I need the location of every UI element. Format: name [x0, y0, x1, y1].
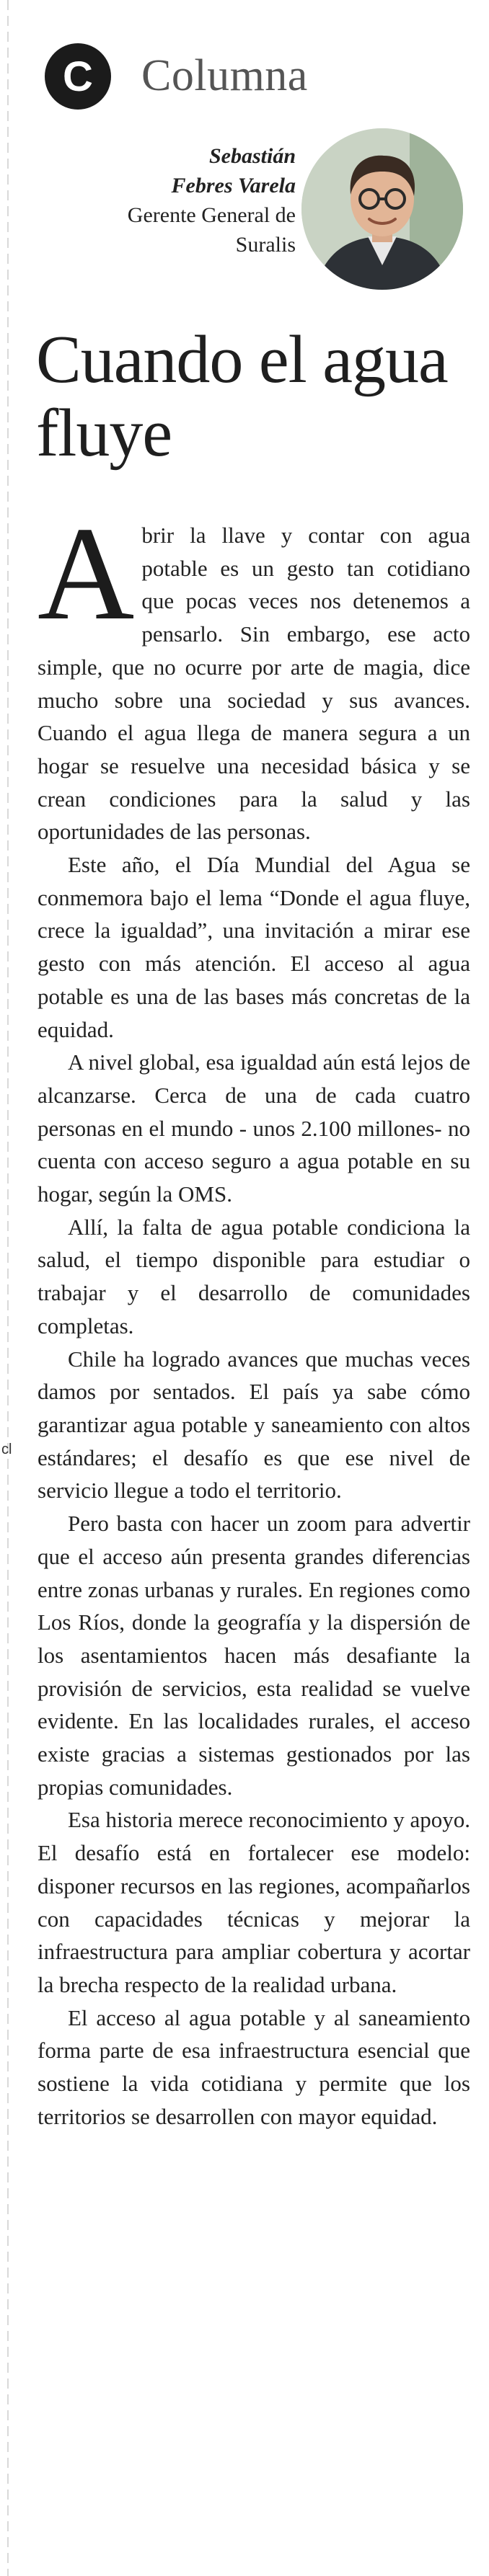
author-role-line1: Gerente General de [127, 203, 296, 227]
article-paragraph-1-text: brir la llave y contar con agua potable es un gesto tan cotidiano que pocas veces nos detenemos a pensarlo. Sin embargo, ese acto simple, que no ocurre por arte de magia, dice mucho sobre una sociedad y sus avances. Cuando el agua llega de manera segura a un hogar se resuelve una necesidad básica y se crean condiciones para la salud y las oportunidades de las personas. [38, 523, 470, 845]
section-badge-letter: C [63, 53, 93, 100]
section-badge [45, 43, 111, 110]
dropcap: A [38, 499, 135, 648]
headline: Cuando el agua fluye [36, 322, 448, 471]
article-paragraph-4: Allí, la falta de agua potable condiciona la salud, el tiempo disponible para estudiar o trabajar y el desarrollo de comunidades completas. [38, 1214, 470, 1338]
author-last-name: Febres Varela [171, 174, 296, 197]
author-byline [79, 141, 296, 259]
section-label: Columna [141, 51, 308, 100]
author-portrait-drawing [301, 128, 463, 290]
article-paragraph-2: Este año, el Día Mundial del Agua se conmemora bajo el lema “Donde el agua fluye, crece la igualdad”, una invitación a mirar ese gesto con más atención. El acceso al agua potable es una de las bases más concretas de la equidad. [38, 852, 470, 1042]
adjacent-column-fragment: cl [1, 1442, 12, 1457]
article-paragraph-3: A nivel global, esa igualdad aún está lejos de alcanzarse. Cerca de una de cada cuatro personas en el mundo - unos 2.100 millones- no cuenta con acceso seguro a agua potable en su hogar, según la OMS. [38, 1049, 470, 1207]
article-paragraph-8: El acceso al agua potable y al saneamiento forma parte de esa infraestructura esencial que sostiene la vida cotidiana y permite que los territorios se desarrollen con mayor equidad. [38, 2004, 470, 2129]
author-role-line2: Suralis [235, 233, 296, 257]
article-paragraph-1 [38, 499, 470, 848]
column-divider [7, 0, 9, 2576]
author-portrait-icon [301, 128, 463, 290]
article-paragraph-7: Esa historia merece reconocimiento y apoyo. El desafío está en fortalecer ese modelo: disponer recursos en las regiones, acompañarlos con capacidades técnicas y mejorar la infraestructura para ampliar cobertura y acortar la brecha respecto de la realidad urbana. [38, 1807, 470, 1997]
article-paragraph-6: Pero basta con hacer un zoom para advertir que el acceso aún presenta grandes diferencias entre zonas urbanas y rurales. En regiones como Los Ríos, donde la geografía y la dispersión de los asentamientos hacen más desafiante la provisión de servicios, esta realidad se vuelve evidente. En las localidades rurales, el acceso existe gracias a sistemas gestionados por las propias comunidades. [38, 1511, 470, 1800]
article-body [38, 499, 470, 2133]
article-paragraph-5: Chile ha logrado avances que muchas veces damos por sentados. El país ya sabe cómo garantizar agua potable y saneamiento con altos estándares; el desafío es que ese nivel de servicio llegue a todo el territorio. [38, 1346, 470, 1504]
author-first-name: Sebastián [208, 144, 296, 168]
